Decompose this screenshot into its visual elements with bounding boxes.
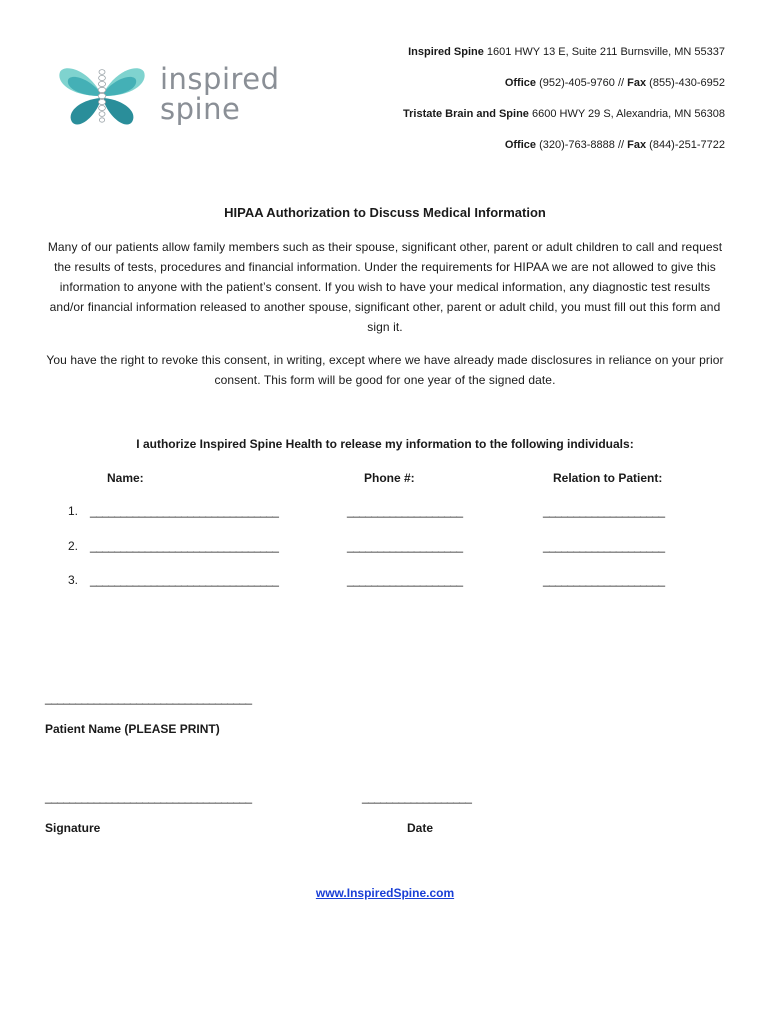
individual-row xyxy=(0,504,770,524)
contact-line-burnsville-phones: Office (952)-405-9760 // Fax (855)-430-6952 xyxy=(504,77,725,89)
date-field[interactable]: __________________ xyxy=(362,790,472,804)
column-header-relation: Relation to Patient: xyxy=(553,471,663,485)
phone-field[interactable]: ___________________ xyxy=(347,504,463,518)
column-header-phone: Phone #: xyxy=(364,471,415,485)
column-header-name: Name: xyxy=(107,471,144,485)
contact-line-alexandria-phones: Office (320)-763-8888 // Fax (844)-251-7722 xyxy=(504,139,725,151)
relation-field[interactable]: ____________________ xyxy=(543,539,665,553)
logo-wordmark-line2: spine xyxy=(160,92,241,126)
row-number: 3. xyxy=(68,573,79,587)
website-footer xyxy=(0,886,770,900)
form-title: HIPAA Authorization to Discuss Medical Information xyxy=(224,205,546,220)
contact-line-burnsville: Inspired Spine 1601 HWY 13 E, Suite 211 Burnsville, MN 55337 xyxy=(408,46,725,58)
authorize-statement: I authorize Inspired Spine Health to release my information to the following individuals: xyxy=(136,437,634,451)
intro-paragraph: Many of our patients allow family members such as their spouse, significant other, parent or adult children to call and request the results of tests, procedures and financial information. Under the requirements for HIPAA we are not allowed to give this information to anyone with the patient’s consent. If you wish to have your medical information, any diagnostic test results and/or financial information released to another spouse, significant other, parent or adult child, you must fill out this form and sign it. xyxy=(47,240,723,334)
signature-label: Signature xyxy=(45,821,101,835)
date-label: Date xyxy=(407,821,434,835)
contact-block xyxy=(305,46,725,170)
relation-field[interactable]: ____________________ xyxy=(543,573,665,587)
inspired-spine-logo xyxy=(56,62,286,134)
logo-wordmark-line1: inspired xyxy=(160,62,280,96)
phone-field[interactable]: ___________________ xyxy=(347,539,463,553)
name-field[interactable]: _______________________________ xyxy=(90,539,279,553)
name-field[interactable]: _______________________________ xyxy=(90,504,279,518)
contact-line-alexandria: Tristate Brain and Spine 6600 HWY 29 S, Alexandria, MN 56308 xyxy=(403,108,725,120)
signature-field[interactable]: __________________________________ xyxy=(45,790,252,804)
name-field[interactable]: _______________________________ xyxy=(90,573,279,587)
patient-name-field[interactable]: __________________________________ xyxy=(45,691,252,705)
phone-field[interactable]: ___________________ xyxy=(347,573,463,587)
patient-name-label: Patient Name (PLEASE PRINT) xyxy=(45,722,220,736)
butterfly-spine-logo-icon xyxy=(56,62,148,128)
relation-field[interactable]: ____________________ xyxy=(543,504,665,518)
individual-row xyxy=(0,539,770,559)
row-number: 1. xyxy=(68,504,79,518)
revoke-paragraph: You have the right to revoke this consent, in writing, except where we have already made disclosures in reliance on your prior consent. This form will be good for one year of the signed date. xyxy=(46,353,724,387)
website-link[interactable]: www.InspiredSpine.com xyxy=(315,886,455,900)
row-number: 2. xyxy=(68,539,79,553)
logo-wordmark xyxy=(160,64,280,124)
individual-row xyxy=(0,573,770,593)
